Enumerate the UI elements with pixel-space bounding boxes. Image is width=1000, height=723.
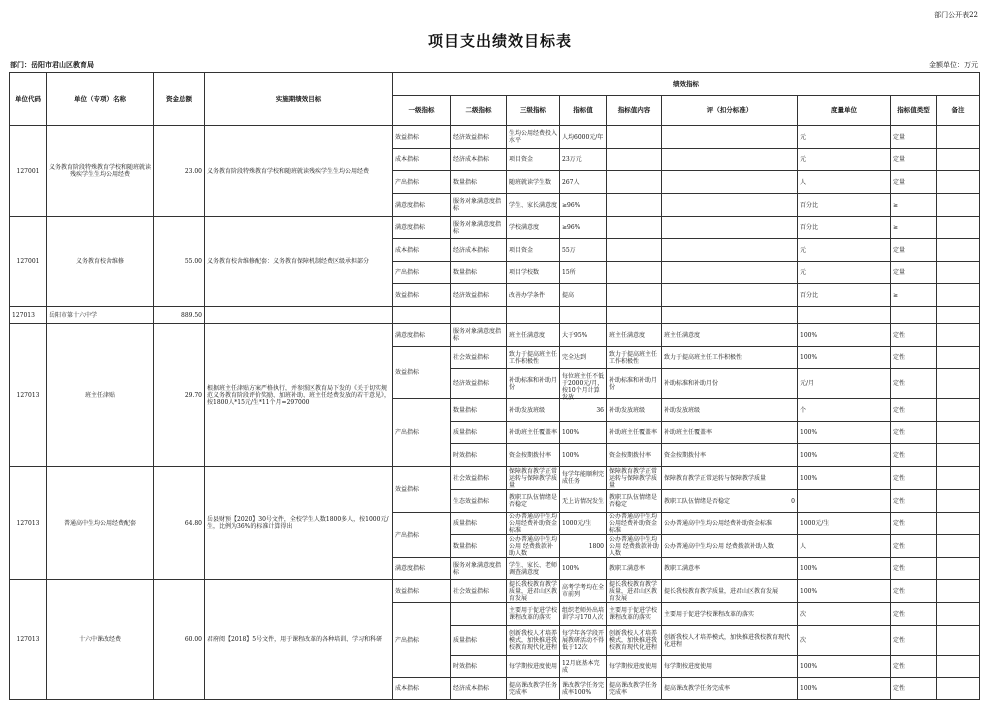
indicator-value: 完全达到 [560, 347, 607, 369]
scoring: 每学期按进度使用 [662, 656, 798, 678]
level2: 时效指标 [451, 656, 507, 678]
level3: 教职工队伍情绪是否稳定 [507, 490, 560, 513]
header-value-type: 指标值类型 [891, 96, 937, 126]
level2: 质量指标 [451, 422, 507, 444]
indicator-value: 组织老师外出培训学习170人次 [560, 603, 607, 626]
header-measure-unit: 度量单位 [798, 96, 891, 126]
measure-unit: 人 [798, 535, 891, 558]
performance-table [9, 72, 980, 700]
value-content: 教职工满意率 [607, 558, 662, 580]
level1: 效益指标 [393, 284, 451, 307]
level3: 公办普通高中生均公用经费补助资金标准 [509, 513, 558, 534]
indicator-value: 100% [560, 422, 607, 444]
value-type: 定性 [891, 422, 937, 444]
value-type: 定性 [891, 324, 937, 347]
value-type: 定性 [891, 558, 937, 580]
scoring: 补助标准和补助月份 [662, 369, 798, 399]
level2: 质量指标 [451, 626, 507, 656]
value-content: 致力于提高班主任工作积极性 [607, 347, 662, 369]
value-content [607, 217, 662, 239]
unit-name: 十六中课改经费 [47, 580, 154, 700]
level3: 提长我校教育教学质量，进君山区教育发展 [509, 580, 558, 602]
value-content: 保障教育教学正常运转与保障教学质量 [609, 467, 658, 489]
department-label: 部门：岳阳市君山区教育局 [10, 60, 94, 69]
indicator-value: ≥96% [560, 217, 607, 239]
header-total-funds: 资金总额 [154, 73, 205, 126]
measure-unit: 次 [798, 603, 891, 626]
value-type: ≥ [891, 194, 937, 217]
scoring: 提长我校教育教学质量，进君山区教育发展 [662, 580, 798, 603]
measure-unit: 元 [798, 126, 891, 149]
level1: 成本指标 [393, 149, 451, 171]
table-row [10, 126, 980, 149]
unit-name: 义务教育阶段特殊教育学校和随班就读残疾学生生均公用经费 [47, 126, 154, 217]
table-row [10, 217, 980, 239]
value-content: 主要用于促进学校课程改革的落实 [607, 603, 662, 626]
scoring [662, 284, 798, 307]
impl-goal: 义务教育校舍维修配套：义务教育保障机制经费区级承担部分 [205, 217, 393, 307]
level2 [451, 603, 507, 626]
indicator-value: 100% [560, 444, 607, 467]
level3: 随班就读学生数 [507, 171, 560, 194]
level3: 创新我校人才培养模式，加快推进我校教育现代化进程 [509, 630, 558, 651]
unit-code: 127013 [10, 580, 47, 700]
level2: 生态效益指标 [451, 490, 507, 513]
remark [937, 422, 980, 444]
value-content [607, 126, 662, 149]
level2: 数量指标 [451, 262, 507, 284]
header-indicators: 绩效指标 [393, 73, 980, 96]
level3: 补助标准和补助月份 [507, 369, 560, 399]
unit-code: 127013 [10, 467, 47, 580]
indicator-value: 高考学考均在全市前列 [560, 580, 607, 603]
value-type: 定量 [891, 149, 937, 171]
remark [937, 580, 980, 603]
scoring [662, 194, 798, 217]
scoring: 补助发放班级 [662, 399, 798, 422]
remark [937, 239, 980, 262]
remark [937, 678, 980, 700]
header-level1: 一级指标 [393, 96, 451, 126]
measure-unit: 100% [798, 347, 891, 369]
amount-unit-label: 金额单位：万元 [929, 61, 978, 69]
measure-unit: 个 [798, 399, 891, 422]
value-type: 定性 [891, 603, 937, 626]
value-type: 定性 [891, 580, 937, 603]
unit-code: 127013 [10, 324, 47, 467]
unit-name: 普通高中生均公用经费配套 [47, 467, 154, 580]
remark [937, 217, 980, 239]
unit-code: 127001 [10, 217, 47, 307]
level2: 服务对象满意度指标 [451, 324, 507, 347]
table-row [10, 580, 980, 603]
value-type: 定性 [891, 444, 937, 467]
value-content: 提长我校教育教学质量，进君山区教育发展 [609, 580, 658, 602]
value-content: 公办普通高中生均公用经费补助资金标准 [609, 513, 658, 534]
level1: 成本指标 [393, 239, 451, 262]
impl-goal: 岳县财预【2020】30号文件，全校学生人数1800多人，按1000元/生，比例为36%的标准计算得出 [205, 467, 393, 580]
level2: 经济效益指标 [451, 126, 507, 149]
measure-unit [798, 490, 891, 513]
remark [937, 149, 980, 171]
total-funds: 60.00 [154, 580, 205, 700]
level3: 提高课改教学任务完成率 [507, 678, 560, 700]
level1: 成本指标 [393, 678, 451, 700]
remark [937, 558, 980, 580]
scoring: 致力于提高班主任工作积极性 [662, 347, 798, 369]
level2: 社会效益指标 [451, 467, 507, 490]
total-funds: 55.00 [154, 217, 205, 307]
indicator-value: 提高 [560, 284, 607, 307]
level2: 质量指标 [451, 513, 507, 535]
total-funds: 889.50 [154, 307, 205, 324]
remark [937, 399, 980, 422]
indicator-value: 1800 [560, 535, 607, 558]
value-content [607, 262, 662, 284]
measure-unit: 元 [798, 149, 891, 171]
value-type: 定量 [891, 171, 937, 194]
value-content: 创新我校人才培养模式，加快推进我校教育现代化进程 [609, 630, 658, 651]
header-level3: 三级指标 [507, 96, 560, 126]
measure-unit: 100% [798, 467, 891, 490]
indicator-value: 1000元/生 [560, 513, 607, 535]
level1: 效益指标 [393, 467, 451, 513]
value-type: 定性 [891, 656, 937, 678]
measure-unit: 1000元/生 [798, 513, 891, 535]
level1: 产出指标 [393, 513, 451, 558]
scoring [662, 217, 798, 239]
value-content: 每学期按进度使用 [607, 656, 662, 678]
level3: 学生、家长满意度 [507, 194, 560, 217]
level3: 公办普通高中生均公用 经费拨款补助人数 [509, 535, 558, 557]
indicator-value: 无上访情况发生 [560, 490, 607, 513]
scoring [662, 126, 798, 149]
measure-unit: 元 [798, 262, 891, 284]
page-title: 项目支出绩效目标表 [427, 32, 572, 50]
level3: 致力于提高班主任工作积极性 [507, 347, 560, 369]
level3: 项目学校数 [507, 262, 560, 284]
indicator-value: 15所 [560, 262, 607, 284]
remark [937, 626, 980, 656]
header-scoring: 评（扣分标准） [662, 96, 798, 126]
scoring: 公办普通高中生均公用经费补助资金标准 [662, 513, 798, 535]
indicator-value: 55万 [560, 239, 607, 262]
level3: 补助班主任覆盖率 [507, 422, 560, 444]
indicator-value: 12月底基本完成 [560, 656, 607, 678]
remark [937, 467, 980, 490]
unit-name: 班主任津贴 [47, 324, 154, 467]
impl-goal: 义务教育阶段特殊教育学校和随班就读残疾学生生均公用经费 [205, 126, 393, 217]
measure-unit: 100% [798, 324, 891, 347]
level1: 产出指标 [393, 399, 451, 467]
level2: 数量指标 [451, 535, 507, 558]
level2: 时效指标 [451, 444, 507, 467]
value-type: 定性 [891, 513, 937, 535]
scoring-number: 0 [791, 497, 795, 505]
indicator-value: 每位班主任不低于2000元/月，按10个月计算发放 [562, 373, 605, 401]
value-type: 定性 [891, 399, 937, 422]
level3: 补助发放班级 [507, 399, 560, 422]
level3: 每学期按进度使用 [507, 656, 560, 678]
level3: 学校满意度 [507, 217, 560, 239]
value-type: 定性 [891, 626, 937, 656]
impl-goal: 根据班主任津贴方案严格执行，并参照区教育局下发的《关于切实规范义务教育阶段评价奖励、加班补助、班主任经费发放的若干意见》，按1800人*15元/生*11个月=297000 [205, 324, 393, 467]
header-value: 指标值 [560, 96, 607, 126]
indicator-value: 100% [560, 558, 607, 580]
level2: 服务对象满意度指标 [451, 558, 507, 580]
measure-unit: 元/月 [798, 369, 891, 399]
scoring: 补助班主任覆盖率 [662, 422, 798, 444]
scoring: 创新我校人才培养模式，加快推进我校教育现代化进程 [662, 626, 798, 656]
remark [937, 324, 980, 347]
table-row [10, 324, 980, 347]
level1: 产出指标 [393, 171, 451, 194]
remark [937, 262, 980, 284]
level3: 班主任满意度 [507, 324, 560, 347]
value-content: 提高课改教学任务完成率 [607, 678, 662, 700]
value-type: 定量 [891, 262, 937, 284]
remark [937, 126, 980, 149]
level3: 改善办学条件 [507, 284, 560, 307]
level2: 经济效益指标 [451, 369, 507, 399]
measure-unit: 次 [798, 626, 891, 656]
level1: 产出指标 [393, 603, 451, 678]
scoring: 公办普通高中生均公用 经费拨款补助人数 [662, 535, 798, 558]
remark [937, 535, 980, 558]
value-content [607, 284, 662, 307]
unit-code: 127001 [10, 126, 47, 217]
remark [937, 513, 980, 535]
header-level2: 二级指标 [451, 96, 507, 126]
total-funds: 64.80 [154, 467, 205, 580]
measure-unit: 100% [798, 558, 891, 580]
measure-unit: 100% [798, 422, 891, 444]
scoring [662, 171, 798, 194]
level1: 满意度指标 [393, 558, 451, 580]
value-type: 定性 [891, 369, 937, 399]
value-type: 定性 [891, 467, 937, 490]
level2: 经济效益指标 [451, 284, 507, 307]
total-funds: 23.00 [154, 126, 205, 217]
table-row [10, 467, 980, 490]
total-funds: 29.70 [154, 324, 205, 467]
level2: 服务对象满意度指标 [451, 217, 507, 239]
indicator-value: 每学年能顺利完成任务 [560, 467, 607, 490]
level3: 主要用于促进学校课程改革的落实 [507, 603, 560, 626]
level2: 数量指标 [451, 171, 507, 194]
header-unit-code: 单位代码 [10, 73, 47, 126]
level2: 经济成本指标 [451, 149, 507, 171]
measure-unit: 人 [798, 171, 891, 194]
scoring: 资金按期拨付率 [662, 444, 798, 467]
indicator-value: 大于95% [560, 324, 607, 347]
value-content: 公办普通高中生均公用 经费拨款补助人数 [609, 535, 659, 557]
level2: 经济成本指标 [451, 678, 507, 700]
value-type: 定性 [891, 535, 937, 558]
header-remark: 备注 [937, 96, 980, 126]
unit-name: 义务教育校舍维修 [47, 217, 154, 307]
level3: 项目资金 [507, 239, 560, 262]
value-type: ≥ [891, 217, 937, 239]
value-content [607, 239, 662, 262]
level2: 经济成本指标 [451, 239, 507, 262]
remark [937, 444, 980, 467]
level3: 学生、家长、老师调查满意度 [507, 558, 560, 580]
indicator-value: 每学年各学段开展教研活动不得低于12次 [562, 630, 605, 651]
scoring: 教职工满意率 [662, 558, 798, 580]
level2: 数量指标 [451, 399, 507, 422]
measure-unit: 元 [798, 239, 891, 262]
level2: 服务对象满意度指标 [451, 194, 507, 217]
impl-goal: 君府阅【2018】5号文件，用于课程改革的各种培训、学习和科研 [205, 580, 393, 700]
value-content: 资金按期拨付率 [607, 444, 662, 467]
level1: 满意度指标 [393, 194, 451, 217]
corner-label: 部门公开表22 [934, 11, 978, 19]
unit-code: 127013 [10, 307, 47, 324]
indicator-value: 23万元 [560, 149, 607, 171]
measure-unit: 百分比 [798, 194, 891, 217]
measure-unit: 百分比 [798, 217, 891, 239]
scoring: 保障教育教学正常运转与保障教学质量 [662, 467, 798, 490]
school-summary-row [10, 307, 980, 324]
remark [937, 347, 980, 369]
value-type: 定量 [891, 239, 937, 262]
scoring [662, 262, 798, 284]
value-content: 教职工队伍情绪是否稳定 [607, 490, 662, 513]
level1: 满意度指标 [393, 217, 451, 239]
value-type: 定性 [891, 347, 937, 369]
indicator-value: 36 [560, 399, 607, 422]
level3: 保障教育教学正常运转与保障教学质量 [509, 467, 558, 489]
measure-unit: 100% [798, 656, 891, 678]
level1: 效益指标 [393, 126, 451, 149]
level3: 资金按期拨付率 [507, 444, 560, 467]
measure-unit: 百分比 [798, 284, 891, 307]
header-unit-name: 单位（专项）名称 [47, 73, 154, 126]
remark [937, 369, 980, 399]
scoring [662, 239, 798, 262]
level1: 满意度指标 [393, 324, 451, 347]
remark [937, 490, 980, 513]
level1: 效益指标 [393, 347, 451, 399]
indicator-value: 课改教学任务完成率100% [560, 678, 607, 700]
value-content: 班主任满意度 [607, 324, 662, 347]
value-content [607, 149, 662, 171]
remark [937, 603, 980, 626]
value-content [607, 194, 662, 217]
remark [937, 656, 980, 678]
level1: 效益指标 [393, 580, 451, 603]
value-type: 定性 [891, 490, 937, 513]
scoring: 班主任满意度 [662, 324, 798, 347]
value-type: 定量 [891, 126, 937, 149]
scoring [662, 149, 798, 171]
measure-unit: 100% [798, 444, 891, 467]
remark [937, 194, 980, 217]
scoring: 教职工队伍情绪是否稳定 [664, 497, 731, 505]
measure-unit: 100% [798, 580, 891, 603]
indicator-value: 267人 [560, 171, 607, 194]
unit-name: 岳阳市第十六中学 [47, 307, 154, 324]
value-content: 补助发放班级 [607, 399, 662, 422]
scoring: 提高课改教学任务完成率 [662, 678, 798, 700]
level3: 生均公用经费投入水平 [507, 126, 560, 149]
scoring: 主要用于促进学校课程改革的落实 [662, 603, 798, 626]
value-content: 补助班主任覆盖率 [607, 422, 662, 444]
value-type: ≥ [891, 284, 937, 307]
indicator-value: 人均6000元/年 [560, 126, 607, 149]
value-content: 补助标准和补助月份 [607, 369, 662, 399]
value-content [607, 171, 662, 194]
remark [937, 284, 980, 307]
header-impl-goal: 实施期绩效目标 [205, 73, 393, 126]
indicator-value: ≥96% [560, 194, 607, 217]
remark [937, 171, 980, 194]
level2: 社会效益指标 [451, 347, 507, 369]
header-value-content: 指标值内容 [607, 96, 662, 126]
value-type: 定性 [891, 678, 937, 700]
level2: 社会效益指标 [451, 580, 507, 603]
level3: 项目资金 [507, 149, 560, 171]
measure-unit: 100% [798, 678, 891, 700]
level1: 产出指标 [393, 262, 451, 284]
